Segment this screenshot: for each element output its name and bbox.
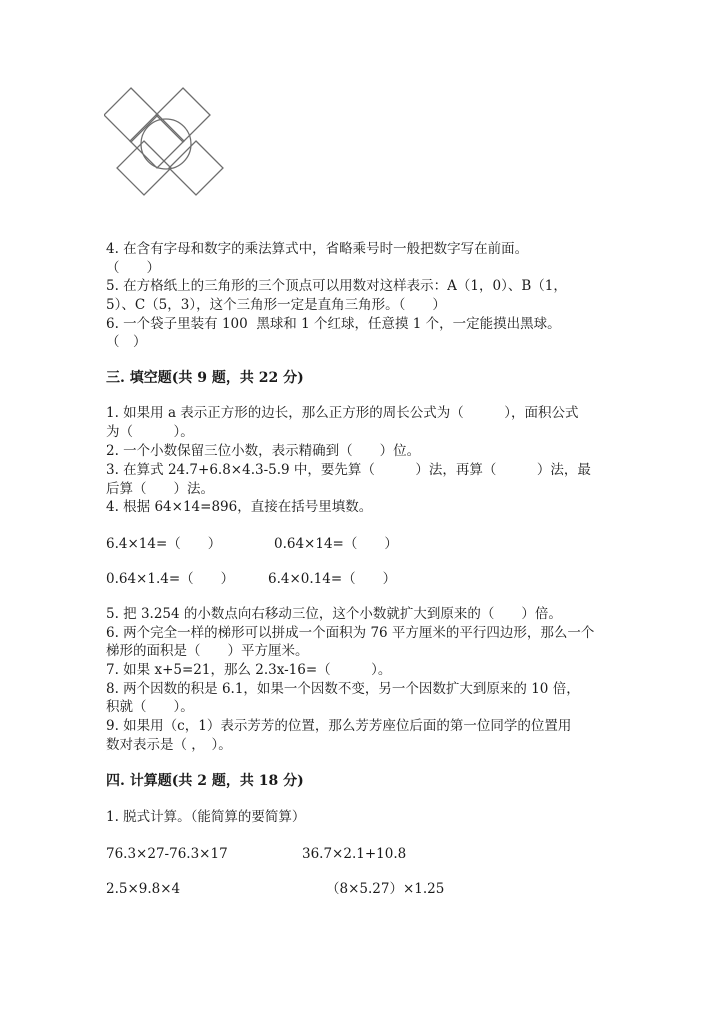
net-square-bottom-left xyxy=(117,141,171,195)
judge-q6-line2: （ ） xyxy=(106,334,147,350)
fill-q8-line2: 积就（ ）。 xyxy=(106,699,194,715)
fill-q3-line2: 后算（ ）法。 xyxy=(106,481,214,497)
fill-q4-b: 0.64×14=（ ） xyxy=(274,536,398,552)
judge-q4-line1: 4. 在含有字母和数字的乘法算式中，省略乘号时一般把数字写在前面。 xyxy=(106,241,529,257)
net-square-top-left xyxy=(104,88,158,142)
fill-q4-c: 0.64×1.4=（ ） xyxy=(106,571,235,587)
section4-title: 四. 计算题(共 2 题，共 18 分) xyxy=(106,773,304,789)
fill-q3-line1: 3. 在算式 24.7+6.8×4.3-5.9 中，要先算（ ）法，再算（ ）法，最 xyxy=(106,462,591,478)
fill-q9-line1: 9. 如果用（c，1）表示芳芳的位置，那么芳芳座位后面的第一位同学的位置用 xyxy=(106,718,572,734)
calc-expr-3: 2.5×9.8×4 xyxy=(106,881,181,897)
fill-q6-line2: 梯形的面积是（ ）平方厘米。 xyxy=(106,643,309,659)
fill-q1-line2: 为（ ）。 xyxy=(106,424,194,440)
net-square-center xyxy=(130,114,184,168)
fill-q7: 7. 如果 x+5=21，那么 2.3x-16=（ ）。 xyxy=(106,662,392,678)
fill-q4: 4. 根据 64×14=896，直接在括号里填数。 xyxy=(106,499,373,515)
judge-q6-line1: 6. 一个袋子里装有 100 黑球和 1 个红球，任意摸 1 个，一定能摸出黑球。 xyxy=(106,316,561,332)
judge-q5-line1: 5. 在方格纸上的三角形的三个顶点可以用数对这样表示：A（1，0）、B（1， xyxy=(106,278,567,294)
net-square-bottom-right xyxy=(169,141,223,195)
judge-q5-line2: 5）、C（5，3），这个三角形一定是直角三角形。（ ） xyxy=(106,297,446,313)
section3-title: 三. 填空题(共 9 题，共 22 分) xyxy=(106,370,304,386)
fill-q2: 2. 一个小数保留三位小数，表示精确到（ ）位。 xyxy=(106,443,421,459)
calc-expr-4: （8×5.27）×1.25 xyxy=(326,881,445,897)
fill-q6-line1: 6. 两个完全一样的梯形可以拼成一个面积为 76 平方厘米的平行四边形，那么一个 xyxy=(106,625,595,641)
fill-q5: 5. 把 3.254 的小数点向右移动三位，这个小数就扩大到原来的（ ）倍。 xyxy=(106,606,562,622)
fill-q9-line2: 数对表示是（ ， ）。 xyxy=(106,737,232,753)
net-square-top-right xyxy=(156,88,210,142)
net-circle xyxy=(141,119,191,169)
calc-expr-2: 36.7×2.1+10.8 xyxy=(302,846,407,862)
calc-q1: 1. 脱式计算。（能简算的要简算） xyxy=(106,809,306,825)
fill-q1-line1: 1. 如果用 a 表示正方形的边长，那么正方形的周长公式为（ ），面积公式 xyxy=(106,405,579,421)
fill-q4-d: 6.4×0.14=（ ） xyxy=(268,571,397,587)
cube-net-circle-figure xyxy=(104,86,228,198)
calc-expr-1: 76.3×27-76.3×17 xyxy=(106,846,228,862)
fill-q4-a: 6.4×14=（ ） xyxy=(106,536,222,552)
fill-q8-line1: 8. 两个因数的积是 6.1，如果一个因数不变，另一个因数扩大到原来的 10 倍， xyxy=(106,681,580,697)
judge-q4-line2: （ ） xyxy=(106,260,160,276)
